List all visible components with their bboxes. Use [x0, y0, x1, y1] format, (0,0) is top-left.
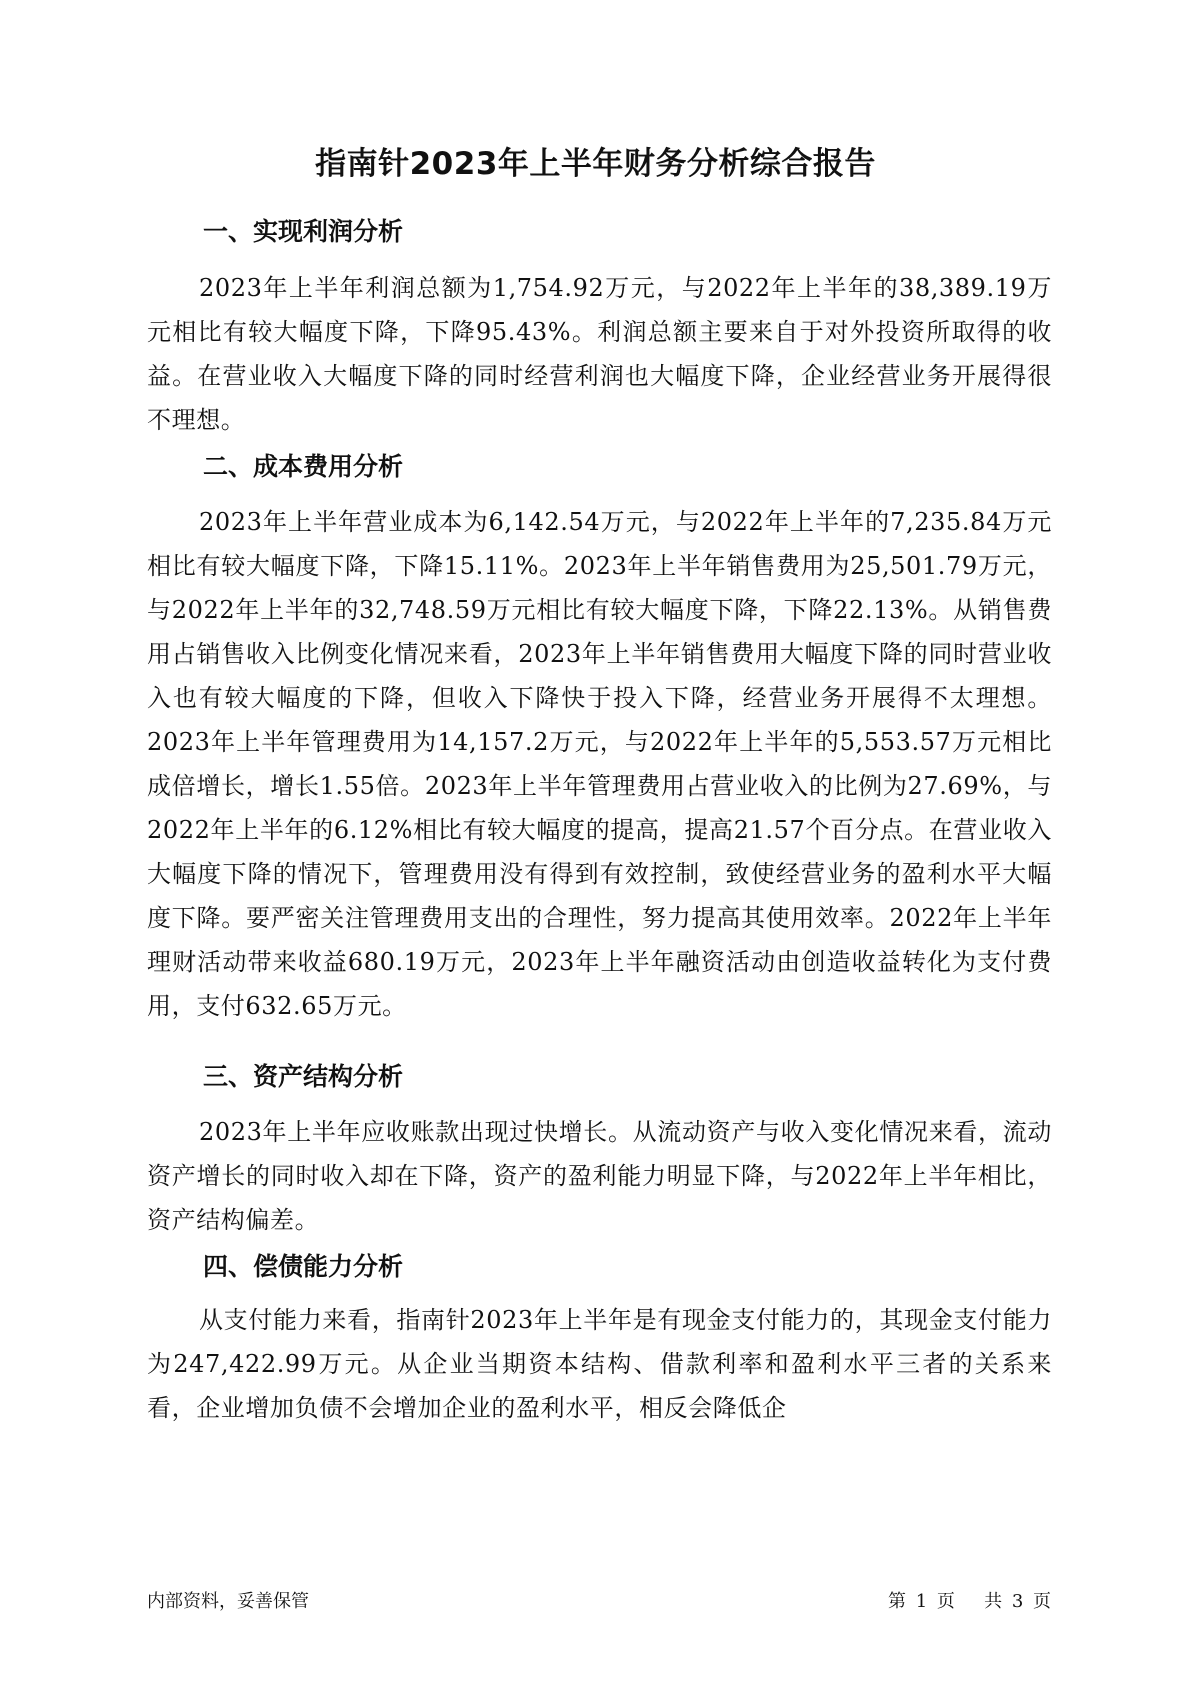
section-paragraph-assets: 2023年上半年应收账款出现过快增长。从流动资产与收入变化情况来看，流动资产增长的同时收入却在下降，资产的盈利能力明显下降，与2022年上半年相比，资产结构偏差。: [147, 1118, 1052, 1234]
section-paragraph-cost: 2023年上半年营业成本为6,142.54万元，与2022年上半年的7,235.84万元相比有较大幅度下降，下降15.11%。2023年上半年销售费用为25,501.79万元，与2022年上半年的32,748.59万元相比有较大幅度下降，下降22.13%。从销售费用占销售收入比例变化情况来看，2023年上半年销售费用大幅度下降的同时营业收入也有较大幅度的下降，但收入下降快于投入下降，经营业务开展得不太理想。2023年上半年管理费用为14,157.2万元，与2022年上半年的5,553.57万元相比成倍增长，增长1.55倍。2023年上半年管理费用占营业收入的比例为27.69%，与2022年上半年的6.12%相比有较大幅度的提高，提高21.57个百分点。在营业收入大幅度下降的情况下，管理费用没有得到有效控制，致使经营业务的盈利水平大幅度下降。要严密关注管理费用支出的合理性，努力提高其使用效率。2022年上半年理财活动带来收益680.19万元，2023年上半年融资活动由创造收益转化为支付费用，支付632.65万元。: [147, 508, 1052, 1020]
section-heading-cost: 二、成本费用分析: [203, 452, 404, 481]
section-paragraph-solvency: 从支付能力来看，指南针2023年上半年是有现金支付能力的，其现金支付能力为247,422.99万元。从企业当期资本结构、借款利率和盈利水平三者的关系来看，企业增加负债不会增加企业的盈利水平，相反会降低企: [147, 1306, 1052, 1422]
section-heading-assets: 三、资产结构分析: [203, 1062, 404, 1091]
document-title: 指南针2023年上半年财务分析综合报告: [315, 146, 876, 182]
footer-confidential-note: 内部资料，妥善保管: [147, 1591, 309, 1612]
section-heading-profit: 一、实现利润分析: [203, 217, 404, 246]
section-paragraph-profit: 2023年上半年利润总额为1,754.92万元，与2022年上半年的38,389.19万元相比有较大幅度下降，下降95.43%。利润总额主要来自于对外投资所取得的收益。在营业收入大幅度下降的同时经营利润也大幅度下降，企业经营业务开展得很不理想。: [147, 274, 1052, 434]
section-heading-solvency: 四、偿债能力分析: [203, 1252, 404, 1281]
footer-page-number: 第 1 页 共 3 页: [888, 1591, 1051, 1612]
